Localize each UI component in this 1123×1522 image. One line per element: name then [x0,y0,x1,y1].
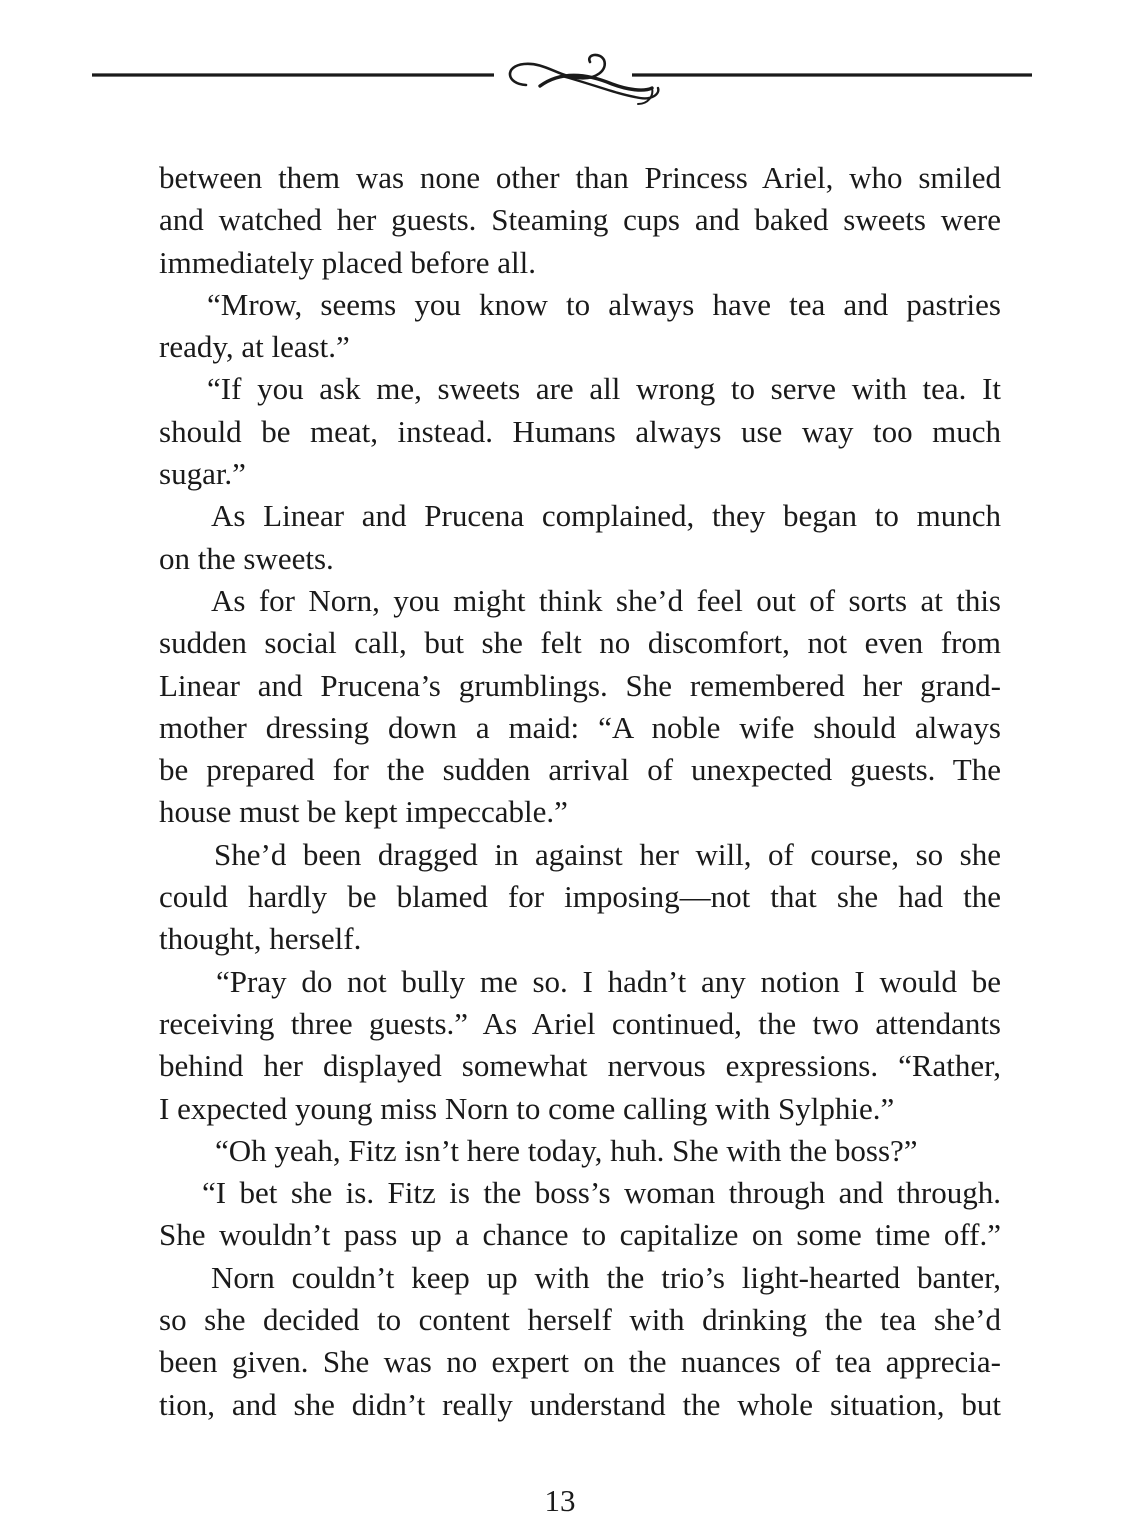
text-line: As for Norn, you might think she’d feel out of sorts at this [211,582,1001,618]
body-text [159,157,1001,1426]
text-line: behind her displayed somewhat nervous expressions. “Rather, [159,1048,1001,1084]
text-line: so she decided to content herself with drinking the tea she’d [159,1302,1001,1338]
text-line: Linear and Prucena’s grumblings. She remembered her grand- [159,667,1001,703]
text-line: She wouldn’t pass up a chance to capitalize on some time off.” [159,1217,1001,1253]
flourish-divider-icon [92,48,1032,108]
text-line: “Mrow, seems you know to always have tea and pastries [207,286,1001,322]
text-line: be prepared for the sudden arrival of unexpected guests. The [159,752,1001,788]
text-line: sugar.” [159,456,246,492]
text-line: Norn couldn’t keep up with the trio’s light-hearted banter, [211,1259,1001,1295]
text-line: on the sweets. [159,540,334,576]
text-line: “Oh yeah, Fitz isn’t here today, huh. She with the boss?” [215,1132,918,1168]
text-line: “If you ask me, sweets are all wrong to serve with tea. It [207,371,1001,407]
text-line: “I bet she is. Fitz is the boss’s woman through and through. [202,1175,1001,1211]
text-line: been given. She was no expert on the nuances of tea apprecia- [159,1344,1001,1380]
page-number: 13 [544,1483,576,1518]
text-line: house must be kept impeccable.” [159,794,568,830]
text-line: ready, at least.” [159,329,350,365]
text-line: could hardly be blamed for imposing—not that she had the [159,879,1001,915]
text-line: should be meat, instead. Humans always use way too much [159,413,1001,449]
text-line: I expected young miss Norn to come calling with Sylphie.” [159,1090,895,1126]
text-line: As Linear and Prucena complained, they began to munch [211,498,1001,534]
text-line: “Pray do not bully me so. I hadn’t any notion I would be [216,963,1001,999]
text-line: She’d been dragged in against her will, of course, so she [214,836,1001,872]
text-line: immediately placed before all. [159,244,536,280]
text-line: receiving three guests.” As Ariel continued, the two attendants [159,1005,1001,1041]
text-line: between them was none other than Princess Ariel, who smiled [159,160,1001,195]
text-line: mother dressing down a maid: “A noble wife should always [159,709,1001,745]
text-line: tion, and she didn’t really understand the whole situation, but [159,1386,1001,1422]
text-line: sudden social call, but she felt no discomfort, not even from [159,625,1001,661]
text-line: thought, herself. [159,921,362,957]
text-line: and watched her guests. Steaming cups and baked sweets were [159,202,1001,238]
